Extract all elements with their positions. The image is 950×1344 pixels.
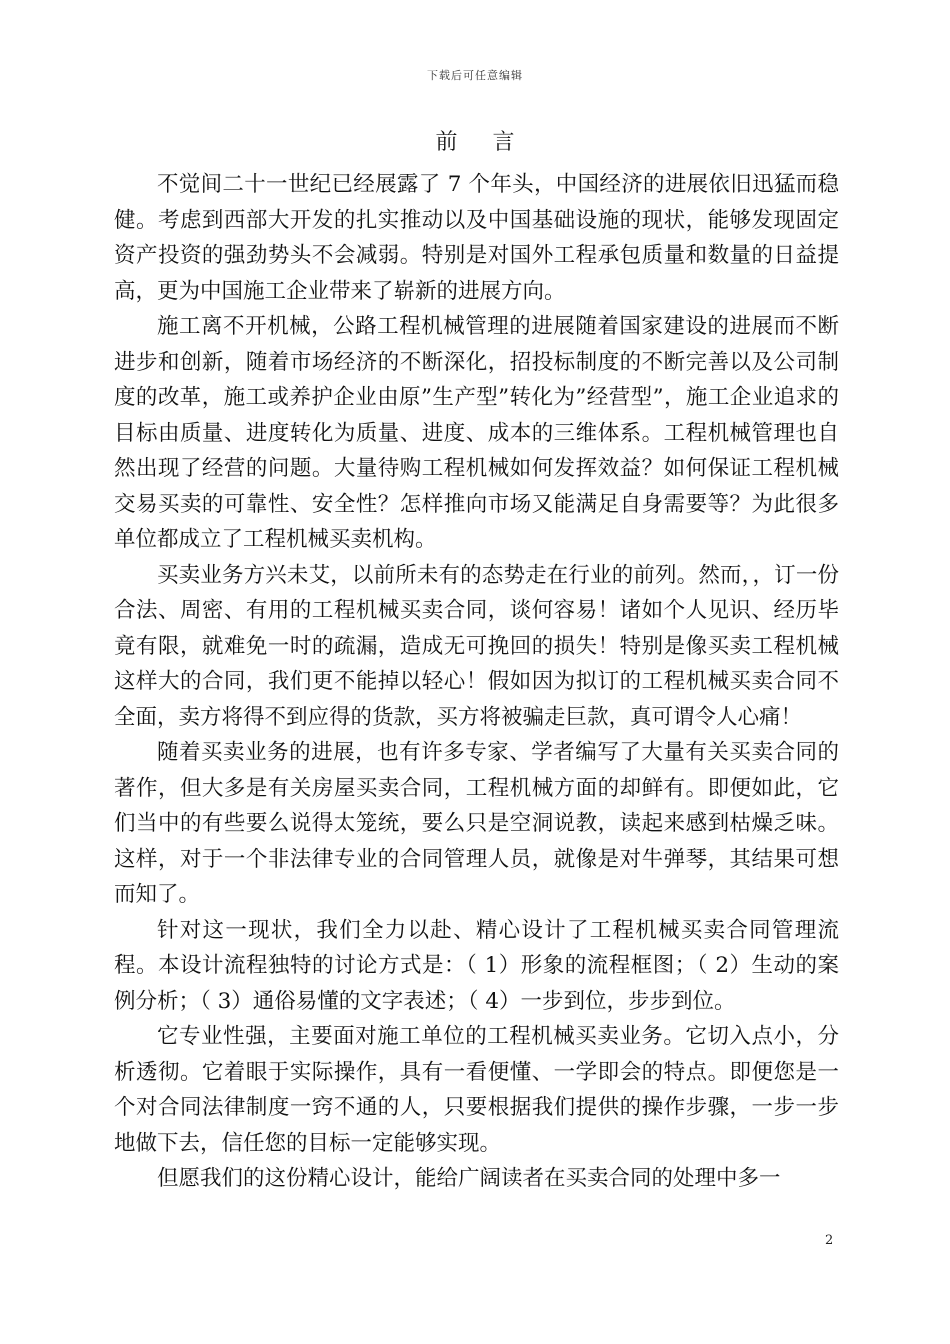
paragraph-7: 但愿我们的这份精心设计，能给广阔读者在买卖合同的处理中多一 bbox=[157, 1166, 781, 1191]
paragraph-1: 不觉间二十一世纪已经展露了 7 个年头，中国经济的进展依旧迅猛而稳健。考虑到西部大开发的扎实推动以及中国基础设施的现状，能够发现固定资产投资的强劲势头不会减弱。特别是对国外工程承包质量和数量的日益提高，更为中国施工企业带来了崭新的进展方向。 bbox=[114, 172, 839, 304]
header-note: 下载后可任意编辑 bbox=[427, 69, 523, 82]
body-text bbox=[114, 167, 839, 1197]
page-number: 2 bbox=[825, 1233, 834, 1248]
paragraph-2: 施工离不开机械，公路工程机械管理的进展随着国家建设的进展而不断进步和创新，随着市场经济的不断深化，招投标制度的不断完善以及公司制度的改革，施工或养护企业由原”生产型”转化为”经营型”，施工企业追求的目标由质量、进度转化为质量、进度、成本的三维体系。工程机械管理也自然出现了经营的问题。大量待购工程机械如何发挥效益？如何保证工程机械交易买卖的可靠性、安全性？怎样推向市场又能满足自身需要等？为此很多单位都成立了工程机械买卖机构。 bbox=[114, 314, 839, 552]
paragraph-3: 买卖业务方兴未艾，以前所未有的态势走在行业的前列。然而，，订一份合法、周密、有用的工程机械买卖合同，谈何容易！诸如个人见识、经历毕竟有限，就难免一时的疏漏，造成无可挽回的损失！特别是像买卖工程机械这样大的合同，我们更不能掉以轻心！假如因为拟订的工程机械买卖合同不全面，卖方将得不到应得的货款，买方将被骗走巨款，真可谓令人心痛！ bbox=[114, 562, 839, 730]
paragraph-6: 它专业性强，主要面对施工单位的工程机械买卖业务。它切入点小，分析透彻。它着眼于实际操作，具有一看便懂、一学即会的特点。即便您是一个对合同法律制度一窍不通的人，只要根据我们提供的操作步骤，一步一步地做下去，信任您的目标一定能够实现。 bbox=[114, 1024, 839, 1156]
page-title: 前 言 bbox=[435, 130, 529, 155]
paragraph-5: 针对这一现状，我们全力以赴、精心设计了工程机械买卖合同管理流程。本设计流程独特的讨论方式是：（ 1）形象的流程框图；（ 2）生动的案例分析；（ 3）通俗易懂的文字表述；（ 4）一步到位，步步到位。 bbox=[114, 917, 839, 1014]
paragraph-4: 随着买卖业务的进展，也有许多专家、学者编写了大量有关买卖合同的著作，但大多是有关房屋买卖合同，工程机械方面的却鲜有。即便如此，它们当中的有些要么说得太笼统，要么只是空洞说教，读起来感到枯燥乏味。这样，对于一个非法律专业的合同管理人员，就像是对牛弹琴，其结果可想而知了。 bbox=[114, 740, 839, 907]
